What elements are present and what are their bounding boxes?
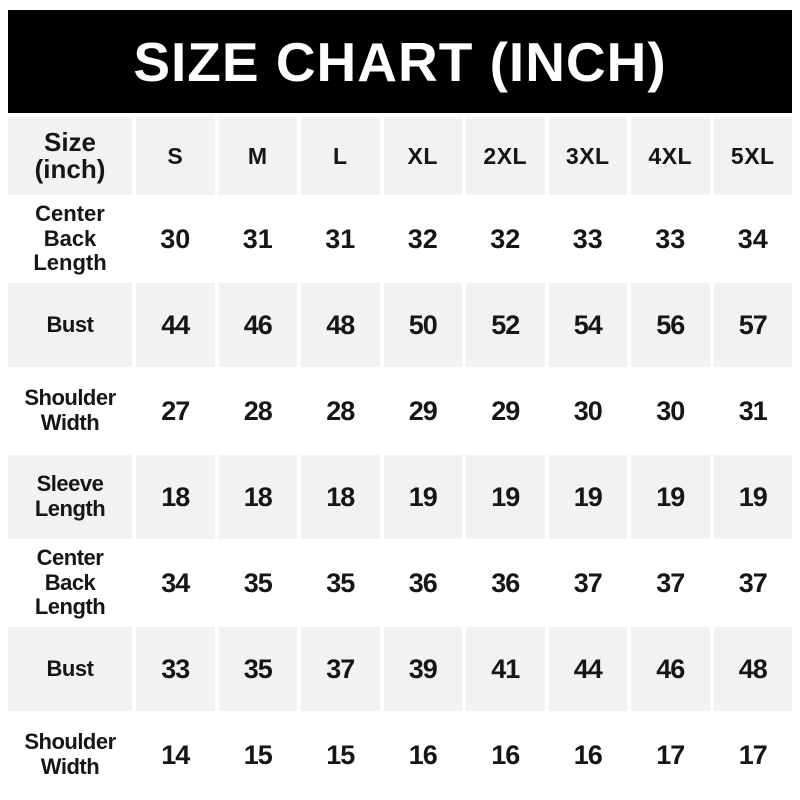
value-cell: 19 (714, 455, 793, 539)
value-cell: 18 (136, 455, 215, 539)
size-col-header-3xl: 3XL (549, 117, 628, 195)
value-cell: 30 (160, 223, 191, 254)
size-header-label: Size (43, 126, 97, 157)
value-cell: 28 (326, 395, 355, 426)
size-col-header-l: L (301, 117, 380, 195)
size-chart-page (0, 10, 800, 800)
row-label: Shoulder Width (24, 385, 116, 435)
size-col-header-5xl: 5XL (714, 117, 793, 195)
value-cell: 36 (491, 567, 520, 598)
row-label: Center Back Length (34, 545, 106, 620)
value-cell: 37 (573, 567, 602, 598)
size-header-cell (8, 117, 132, 195)
table-row-center-back-length-2 (8, 541, 792, 625)
value-cell: 34 (737, 223, 768, 254)
value-cell: 35 (219, 627, 298, 711)
value-cell: 48 (301, 283, 380, 367)
value-cell: 52 (466, 283, 545, 367)
value-cell: 33 (572, 223, 603, 254)
value-cell: 46 (631, 627, 710, 711)
size-header-unit: (inch) (34, 154, 106, 184)
size-col-header-xl: XL (384, 117, 463, 195)
size-table (8, 117, 792, 797)
value-cell: 35 (243, 567, 272, 598)
value-cell: 16 (408, 739, 437, 770)
value-cell: 16 (573, 739, 602, 770)
value-cell: 54 (549, 283, 628, 367)
size-col-header-2xl: 2XL (466, 117, 545, 195)
value-cell: 50 (384, 283, 463, 367)
row-label: Center Back Length (33, 201, 107, 276)
value-cell: 17 (738, 739, 767, 770)
table-row-shoulder-width-2 (8, 713, 792, 797)
value-cell: 16 (491, 739, 520, 770)
size-col-header-m: M (219, 117, 298, 195)
value-cell: 33 (136, 627, 215, 711)
value-cell: 19 (631, 455, 710, 539)
value-cell: 18 (219, 455, 298, 539)
value-cell: 36 (408, 567, 437, 598)
page-title: SIZE CHART (INCH) (133, 30, 667, 93)
value-cell: 31 (242, 223, 273, 254)
row-label: Bust (8, 627, 132, 711)
value-cell: 30 (573, 395, 602, 426)
table-row-center-back-length-1 (8, 197, 792, 281)
value-cell: 18 (301, 455, 380, 539)
value-cell: 44 (136, 283, 215, 367)
value-cell: 41 (466, 627, 545, 711)
value-cell: 27 (161, 395, 190, 426)
value-cell: 31 (738, 395, 767, 426)
value-cell: 34 (161, 567, 190, 598)
table-row-bust-2 (8, 627, 792, 711)
value-cell: 48 (714, 627, 793, 711)
row-label: Sleeve Length (8, 455, 132, 539)
value-cell: 35 (326, 567, 355, 598)
value-cell: 30 (656, 395, 685, 426)
value-cell: 56 (631, 283, 710, 367)
value-cell: 32 (490, 223, 521, 254)
size-col-header-s: S (136, 117, 215, 195)
size-col-header-4xl: 4XL (631, 117, 710, 195)
value-cell: 29 (408, 395, 437, 426)
table-row-sleeve-length (8, 455, 792, 539)
value-cell: 31 (325, 223, 356, 254)
value-cell: 33 (655, 223, 686, 254)
value-cell: 17 (656, 739, 685, 770)
value-cell: 57 (714, 283, 793, 367)
value-cell: 37 (301, 627, 380, 711)
value-cell: 32 (407, 223, 438, 254)
value-cell: 15 (326, 739, 355, 770)
value-cell: 29 (491, 395, 520, 426)
value-cell: 46 (219, 283, 298, 367)
value-cell: 39 (384, 627, 463, 711)
value-cell: 19 (549, 455, 628, 539)
value-cell: 19 (384, 455, 463, 539)
table-header-row (8, 117, 792, 195)
row-label: Bust (8, 283, 132, 367)
value-cell: 14 (161, 739, 190, 770)
value-cell: 44 (549, 627, 628, 711)
value-cell: 37 (738, 567, 767, 598)
title-banner (8, 10, 792, 113)
value-cell: 28 (243, 395, 272, 426)
value-cell: 19 (466, 455, 545, 539)
table-row-shoulder-width-1 (8, 369, 792, 453)
row-label: Shoulder Width (24, 729, 116, 779)
table-row-bust-1 (8, 283, 792, 367)
value-cell: 37 (656, 567, 685, 598)
value-cell: 15 (243, 739, 272, 770)
